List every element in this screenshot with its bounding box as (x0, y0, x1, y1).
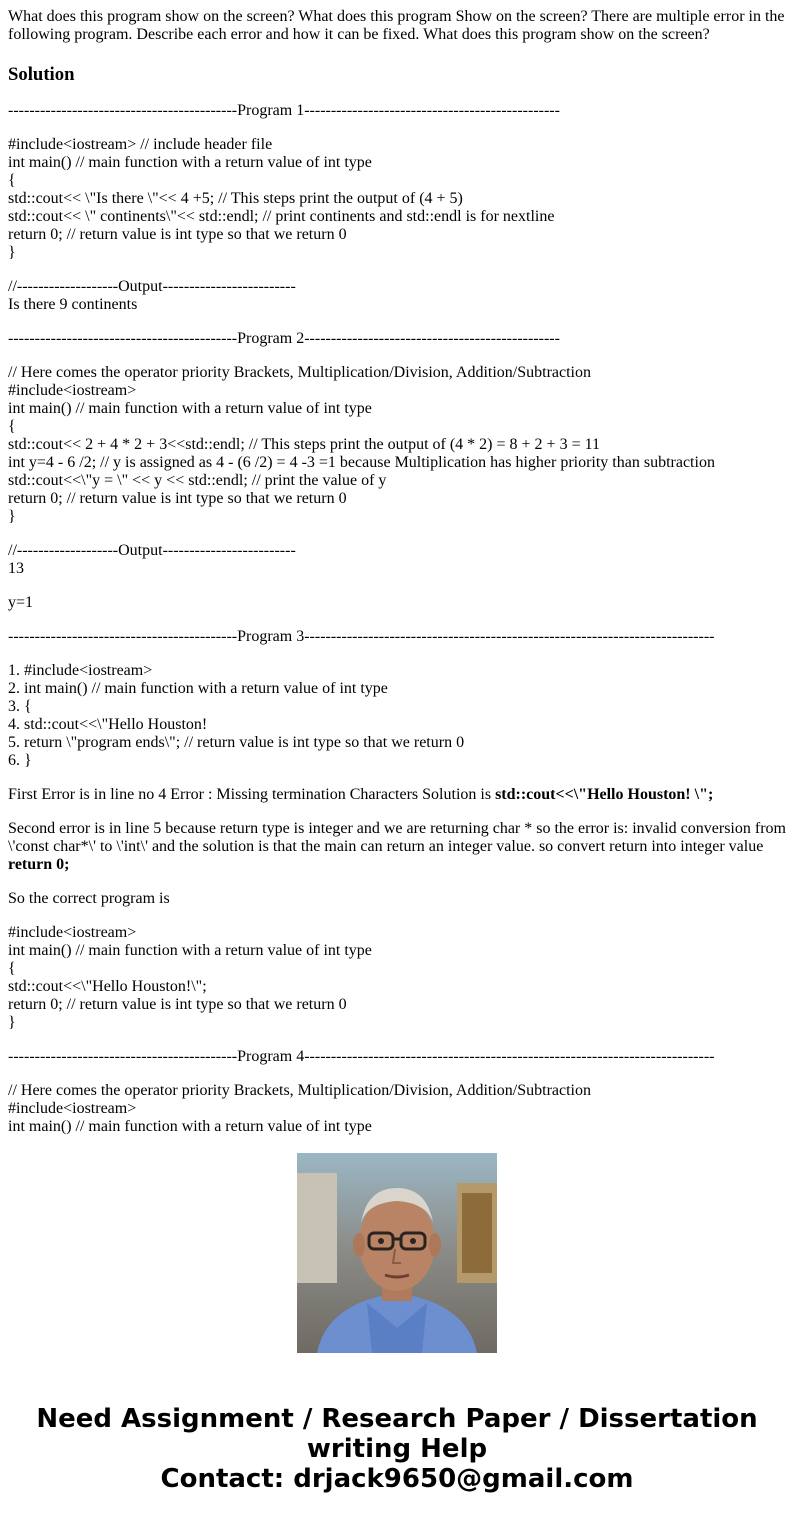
author-avatar (297, 1153, 497, 1353)
contact-email[interactable]: Contact: drjack9650@gmail.com (160, 1464, 634, 1494)
code-line: std::cout<<\"Hello Houston!\"; (8, 978, 207, 995)
program2-code (8, 364, 792, 526)
code-line: int main() // main function with a return value of int type (8, 1118, 372, 1135)
code-line: std::cout<<\"y = \" << y << std::endl; // print the value of y (8, 472, 387, 489)
output-header: //-------------------Output------------------------- (8, 542, 296, 559)
code-line: { (8, 418, 16, 435)
error1-text: First Error is in line no 4 Error : Missing termination Characters Solution is (8, 786, 496, 803)
program4-code (8, 1082, 792, 1136)
program1-header: -------------------------------------------Program 1------------------------------------------------ (8, 102, 560, 119)
promo-footer (0, 1404, 794, 1494)
code-line: std::cout<< \" continents\"<< std::endl; // print continents and std::endl is for nextline (8, 208, 555, 225)
error1-fix: std::cout<<\"Hello Houston! \"; (495, 786, 714, 803)
code-line: } (8, 508, 16, 525)
footer-line-1: Need Assignment / Research Paper / Dissertation (36, 1404, 758, 1434)
code-line: 5. return \"program ends\"; // return value is int type so that we return 0 (8, 734, 465, 751)
error2-fix: return 0; (8, 856, 70, 873)
error1-paragraph (8, 786, 792, 804)
error2-paragraph (8, 820, 792, 874)
program1-code (8, 136, 792, 262)
code-line: std::cout<< 2 + 4 * 2 + 3<<std::endl; // This steps print the output of (4 * 2) = 8 + 2 + 3 = 11 (8, 436, 600, 453)
program3-header: -------------------------------------------Program 3----------------------------------------------------------------------------- (8, 628, 715, 645)
output-line: Is there 9 continents (8, 296, 138, 313)
correct-code (8, 924, 792, 1032)
footer-line-2: writing Help (306, 1434, 488, 1464)
solution-heading: Solution (8, 64, 75, 85)
code-line: int main() // main function with a return value of int type (8, 154, 372, 171)
code-line: 4. std::cout<<\"Hello Houston! (8, 716, 208, 733)
code-line: return 0; // return value is int type so that we return 0 (8, 490, 347, 507)
code-line: // Here comes the operator priority Brackets, Multiplication/Division, Addition/Subtraction (8, 1082, 591, 1099)
code-line: int main() // main function with a return value of int type (8, 942, 372, 959)
code-line: 6. } (8, 752, 32, 769)
code-line: #include<iostream> (8, 1100, 137, 1117)
correct-intro: So the correct program is (8, 890, 170, 907)
code-line: } (8, 1014, 16, 1031)
code-line: return 0; // return value is int type so that we return 0 (8, 226, 347, 243)
code-line: } (8, 244, 16, 261)
code-line: 2. int main() // main function with a return value of int type (8, 680, 388, 697)
output-header: //-------------------Output------------------------- (8, 278, 296, 295)
code-line: std::cout<< \"Is there \"<< 4 +5; // This steps print the output of (4 + 5) (8, 190, 463, 207)
program2-output (8, 542, 792, 578)
error2-text: Second error is in line 5 because return type is integer and we are returning char * so the error is: invalid conversion from \'const char*\' to \'int\' and the solution is that the main can return an integer value. so convert return into integer value (8, 820, 786, 855)
solution-document (8, 0, 792, 1135)
code-line: #include<iostream> (8, 924, 137, 941)
code-line: return 0; // return value is int type so that we return 0 (8, 996, 347, 1013)
code-line: 3. { (8, 698, 32, 715)
program1-output (8, 278, 792, 314)
code-line: #include<iostream> // include header file (8, 136, 273, 153)
code-line: int y=4 - 6 /2; // y is assigned as 4 - (6 /2) = 4 -3 =1 because Multiplication has higher priority than subtraction (8, 454, 715, 471)
output-line: y=1 (8, 594, 34, 611)
output-line: 13 (8, 560, 24, 577)
code-line: int main() // main function with a return value of int type (8, 400, 372, 417)
code-line: { (8, 960, 16, 977)
code-line: 1. #include<iostream> (8, 662, 153, 679)
program4-header: -------------------------------------------Program 4----------------------------------------------------------------------------- (8, 1048, 715, 1065)
code-line: { (8, 172, 16, 189)
code-line: // Here comes the operator priority Brackets, Multiplication/Division, Addition/Subtraction (8, 364, 591, 381)
program2-header: -------------------------------------------Program 2------------------------------------------------ (8, 330, 560, 347)
program3-code (8, 662, 792, 770)
author-portrait-image (297, 1153, 497, 1353)
question-text: What does this program show on the screen? What does this program Show on the screen? There are multiple error in the following program. Describe each error and how it can be fixed. What does this program show on the screen? (8, 8, 785, 43)
code-line: #include<iostream> (8, 382, 137, 399)
